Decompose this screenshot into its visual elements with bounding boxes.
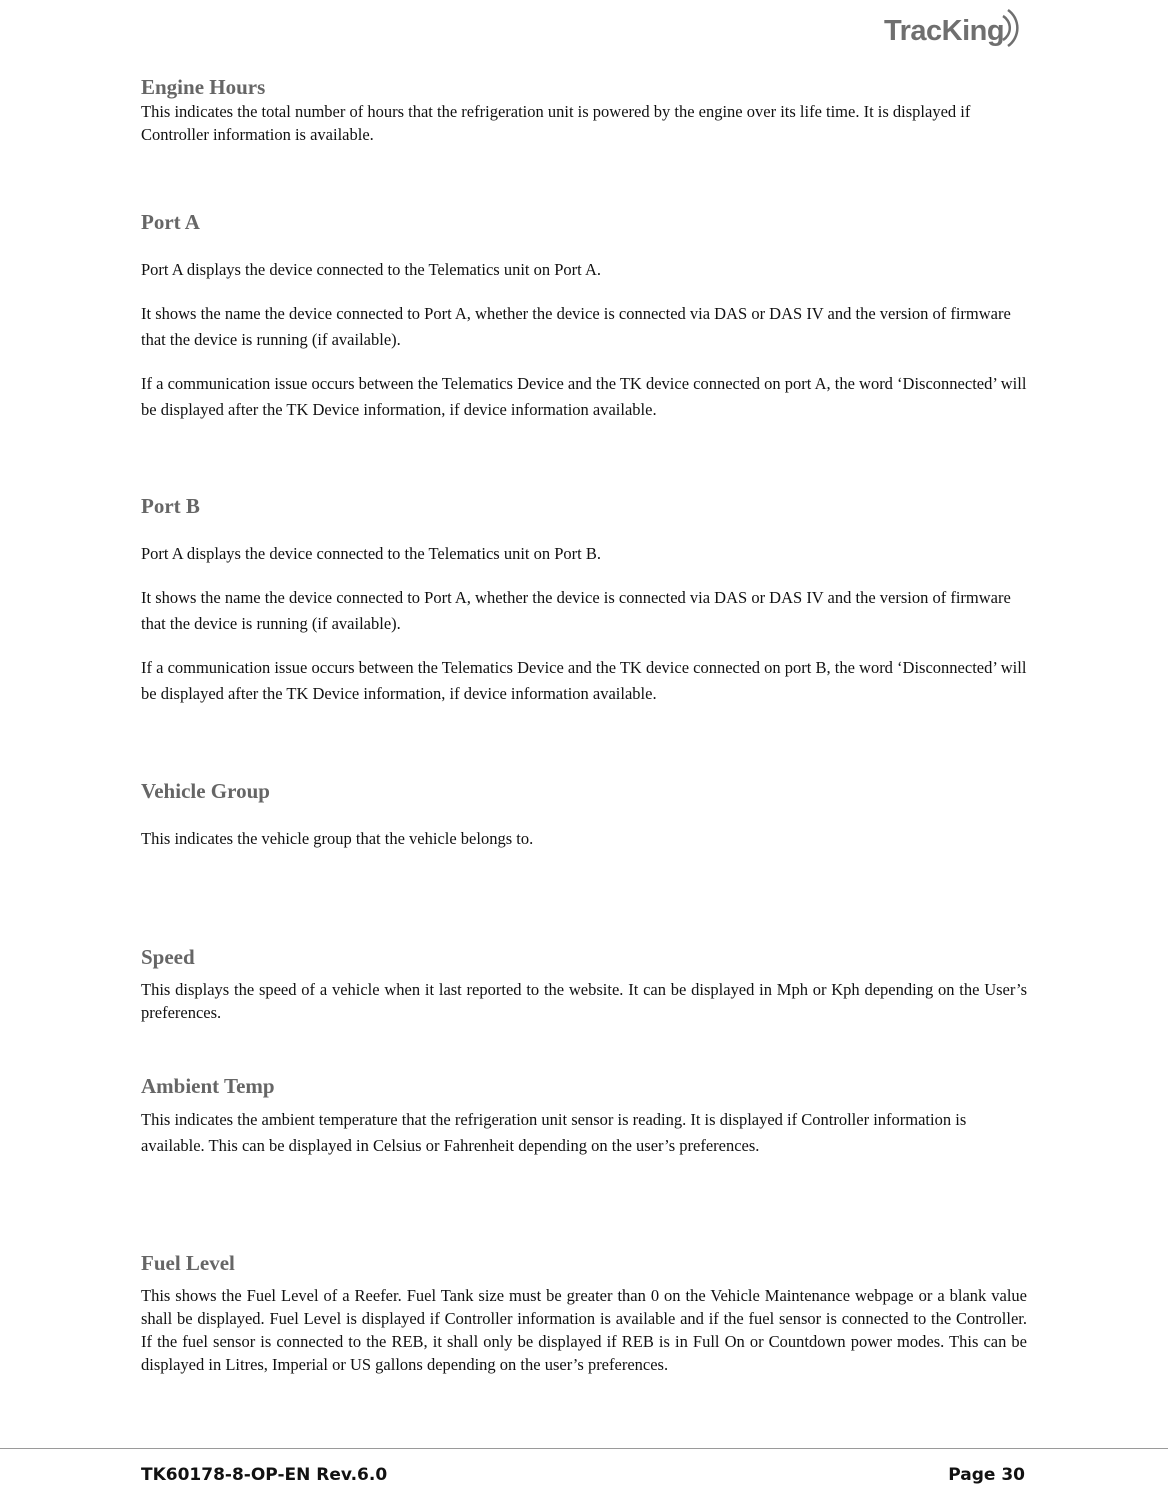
section-engine-hours bbox=[141, 74, 1027, 146]
paragraph: This shows the Fuel Level of a Reefer. Fuel Tank size must be greater than 0 on the Vehicle Maintenance webpage or a blank value shall be displayed. Fuel Level is displayed if Controller information is available and if the fuel sensor is connected to the Controller. If the fuel sensor is connected to the REB, it shall only be displayed if REB is in Full On or Countdown power modes. This can be displayed in Litres, Imperial or US gallons depending on the user’s preferences. bbox=[141, 1286, 1027, 1374]
logo-wordmark: TracKing bbox=[884, 15, 1005, 47]
paragraph: It shows the name the device connected to Port A, whether the device is connected via DAS or DAS IV and the version of firmware that the device is running (if available). bbox=[141, 588, 1011, 633]
paragraph: This displays the speed of a vehicle when it last reported to the website. It can be displayed in Mph or Kph depending on the User’s preferences. bbox=[141, 980, 1027, 1022]
signal-arcs-icon bbox=[997, 6, 1027, 54]
section-vehicle-group bbox=[141, 778, 1027, 852]
section-title: Speed bbox=[141, 945, 195, 969]
paragraph: It shows the name the device connected to Port A, whether the device is connected via DAS or DAS IV and the version of firmware that the device is running (if available). bbox=[141, 304, 1011, 349]
section-title: Ambient Temp bbox=[141, 1074, 275, 1098]
paragraph: If a communication issue occurs between the Telematics Device and the TK device connected on port B, the word ‘Disconnected’ will be displayed after the TK Device information, if device information available. bbox=[141, 658, 1027, 703]
section-title: Port B bbox=[141, 494, 200, 518]
paragraph: This indicates the total number of hours that the refrigeration unit is powered by the engine over its life time. It is displayed if Controller information is available. bbox=[141, 102, 971, 144]
paragraph: This indicates the vehicle group that the vehicle belongs to. bbox=[141, 829, 534, 848]
section-ambient-temp bbox=[141, 1073, 1027, 1159]
paragraph: Port A displays the device connected to the Telematics unit on Port A. bbox=[141, 260, 602, 279]
paragraph: If a communication issue occurs between the Telematics Device and the TK device connected on port A, the word ‘Disconnected’ will be displayed after the TK Device information, if device information available. bbox=[141, 374, 1027, 419]
section-speed bbox=[141, 944, 1027, 1024]
document-id: TK60178-8-OP-EN Rev.6.0 bbox=[141, 1465, 388, 1485]
section-title: Vehicle Group bbox=[141, 779, 270, 803]
section-title: Port A bbox=[141, 210, 200, 234]
section-title: Engine Hours bbox=[141, 75, 266, 99]
section-port-a bbox=[141, 209, 1027, 423]
section-fuel-level bbox=[141, 1250, 1027, 1376]
footer-divider bbox=[0, 1448, 1168, 1449]
section-title: Fuel Level bbox=[141, 1251, 235, 1275]
section-port-b bbox=[141, 493, 1027, 707]
tracking-logo bbox=[880, 6, 1030, 54]
page-number: Page 30 bbox=[948, 1465, 1025, 1485]
paragraph: This indicates the ambient temperature that the refrigeration unit sensor is reading. It is displayed if Controller information is available. This can be displayed in Celsius or Fahrenheit depending on the user’s preferences. bbox=[141, 1110, 967, 1155]
paragraph: Port A displays the device connected to the Telematics unit on Port B. bbox=[141, 544, 602, 563]
